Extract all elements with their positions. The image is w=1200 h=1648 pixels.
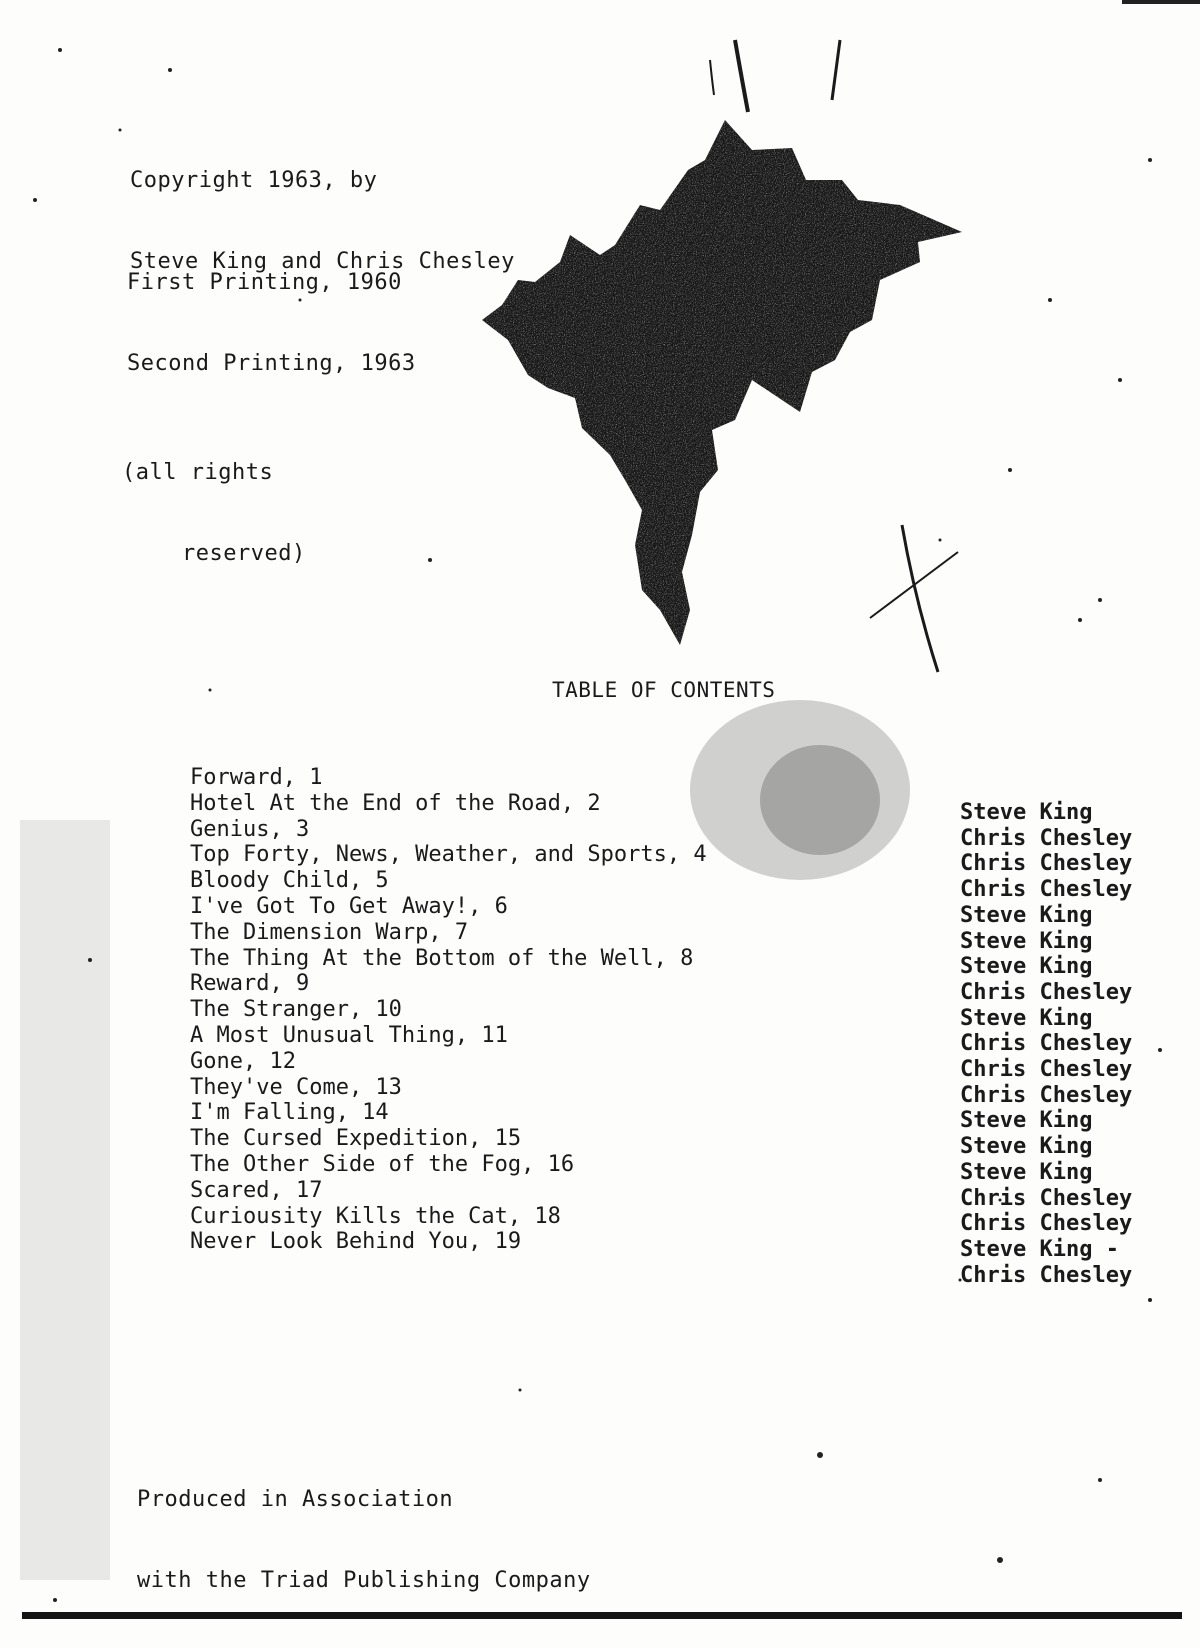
toc-author: Chris Chesley: [960, 979, 1133, 1005]
toc-author: Chris Chesley: [960, 825, 1133, 851]
toc-entry: I'm Falling, 14: [190, 1100, 389, 1126]
toc-author: Steve King: [960, 928, 1093, 954]
toc-author: Chris Chesley: [960, 1057, 1133, 1083]
toc-entry: Top Forty, News, Weather, and Sports, 4: [190, 842, 707, 868]
toc-author: Steve King: [960, 1108, 1093, 1134]
toc-entries-list: [190, 765, 707, 1255]
cross-mark: [902, 525, 938, 672]
edge-speckle: [20, 820, 110, 1580]
copyright-line: Copyright 1963, by: [130, 168, 378, 193]
publisher-line-2: with the Triad Publishing Company: [137, 1568, 591, 1593]
rights-line-1: (all rights: [122, 460, 274, 485]
toc-entry: I've Got To Get Away!, 6: [190, 893, 508, 919]
toc-author: Steve King -: [960, 1236, 1119, 1262]
toc-author: Chris Chesley: [960, 877, 1133, 903]
leaf-blot-texture: [482, 120, 962, 645]
toc-entry: Scared, 17: [190, 1177, 323, 1203]
publisher-line-1: Produced in Association: [137, 1487, 454, 1512]
toc-author: Chris Chesley: [960, 1185, 1133, 1211]
pen-stroke: [832, 40, 840, 100]
cross-mark: [870, 552, 958, 618]
toc-entry: Hotel At the End of the Road, 2: [190, 790, 601, 816]
printing-history: [127, 215, 416, 431]
bottom-edge-rule: [22, 1612, 1182, 1619]
toc-entry: Curiousity Kills the Cat, 18: [190, 1203, 561, 1229]
toc-entry: The Dimension Warp, 7: [190, 919, 469, 945]
toc-author: Steve King: [960, 1134, 1093, 1160]
toc-entry: The Thing At the Bottom of the Well, 8: [190, 945, 694, 971]
rights-line-2: reserved): [182, 541, 306, 566]
toc-entry: The Stranger, 10: [190, 997, 402, 1023]
toc-author: Chris Chesley: [960, 851, 1133, 877]
toc-entry: Genius, 3: [190, 816, 310, 842]
pen-stroke: [710, 60, 714, 95]
second-printing: Second Printing, 1963: [127, 351, 416, 376]
toc-entry: Reward, 9: [190, 971, 310, 997]
pen-stroke: [735, 40, 748, 112]
toc-author: Chris Chesley: [960, 1262, 1133, 1288]
toc-entry: Bloody Child, 5: [190, 868, 389, 894]
toc-heading: TABLE OF CONTENTS: [552, 678, 776, 702]
toc-author: Steve King: [960, 902, 1093, 928]
toc-entry: Forward, 1: [190, 765, 323, 790]
toc-author: Chris Chesley: [960, 1082, 1133, 1108]
toc-author: Steve King: [960, 954, 1093, 980]
rights-notice: [122, 405, 306, 621]
copyright-authors: Steve King and Chris Chesley: [130, 249, 515, 274]
ink-smudge-core: [760, 745, 880, 855]
toc-author: Chris Chesley: [960, 1031, 1133, 1057]
toc-entry: Never Look Behind You, 19: [190, 1229, 522, 1255]
toc-author: Steve King: [960, 1159, 1093, 1185]
toc-authors-list: [960, 800, 1132, 1288]
toc-entry: Gone, 12: [190, 1048, 296, 1074]
toc-entry: The Other Side of the Fog, 16: [190, 1151, 575, 1177]
first-printing: First Printing, 1960: [127, 270, 402, 295]
toc-entry: The Cursed Expedition, 15: [190, 1126, 522, 1152]
toc-author: Steve King: [960, 1005, 1093, 1031]
toc-entry: They've Come, 13: [190, 1074, 402, 1100]
toc-author: Chris Chesley: [960, 1211, 1133, 1237]
toc-author: Steve King: [960, 800, 1093, 825]
toc-entry: A Most Unusual Thing, 11: [190, 1022, 508, 1048]
